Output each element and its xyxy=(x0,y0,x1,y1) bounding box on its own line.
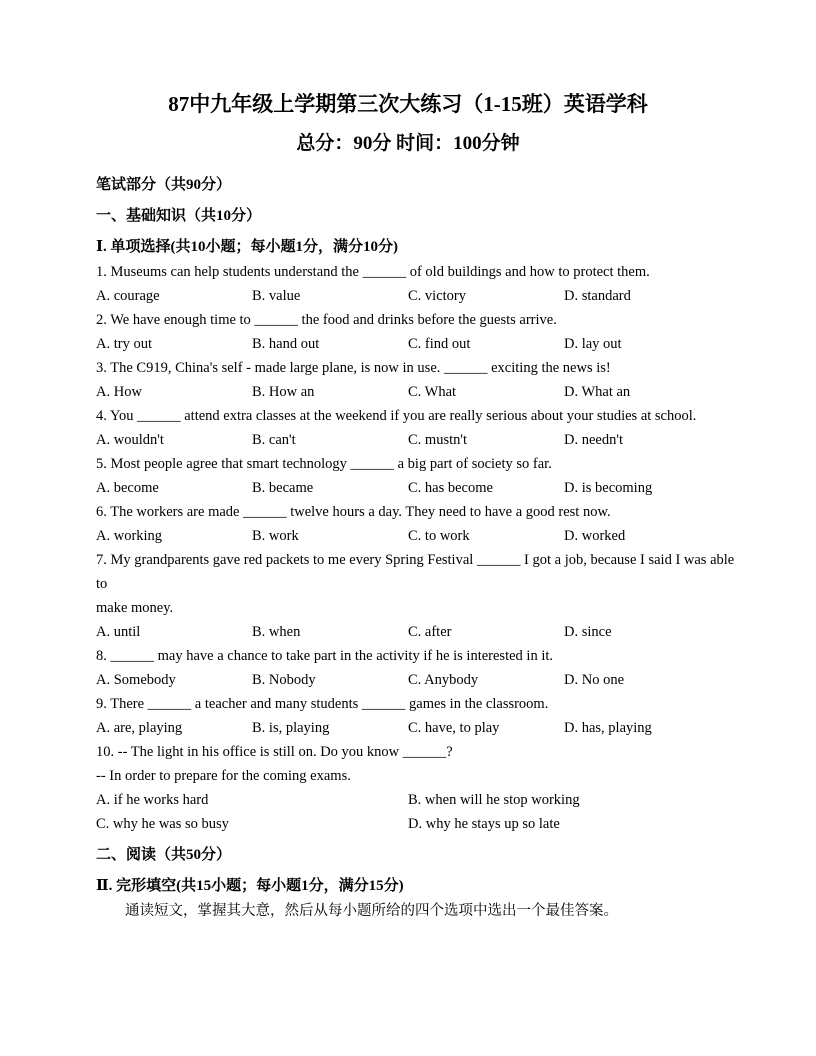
question-3 xyxy=(96,356,720,404)
option-d: D. What an xyxy=(564,384,631,400)
option-b: B. How an xyxy=(252,384,315,400)
heading-written-part: 笔试部分（共90分） xyxy=(96,177,232,193)
options-row xyxy=(96,524,720,548)
option-c: C. victory xyxy=(408,288,466,304)
option-d: D. worked xyxy=(564,528,626,544)
question-stem: 10. -- The light in his office is still on. Do you know ______? xyxy=(96,744,453,760)
option-c: C. Anybody xyxy=(408,672,479,688)
option-c: C. have, to play xyxy=(408,720,500,736)
question-5 xyxy=(96,452,720,500)
question-stem-continued: -- In order to prepare for the coming exams. xyxy=(96,768,351,784)
options-row xyxy=(96,716,720,740)
options-row xyxy=(96,284,720,308)
heading-part-1: Ⅰ. 单项选择(共10小题；每小题1分，满分10分) xyxy=(96,239,399,255)
question-2 xyxy=(96,308,720,356)
options-row xyxy=(96,476,720,500)
option-a: A. courage xyxy=(96,288,160,304)
question-stem: 1. Museums can help students understand the ______ of old buildings and how to protect them. xyxy=(96,264,650,280)
question-8 xyxy=(96,644,720,692)
page-subtitle: 总分：90分 时间：100分钟 xyxy=(296,133,520,154)
option-a: A. become xyxy=(96,480,159,496)
options-row xyxy=(96,788,720,836)
option-d: D. standard xyxy=(564,288,631,304)
question-6 xyxy=(96,500,720,548)
option-c: C. has become xyxy=(408,480,493,496)
question-7 xyxy=(96,548,735,644)
question-stem: 4. You ______ attend extra classes at the weekend if you are really serious about your studies at school. xyxy=(96,408,697,424)
option-b: B. is, playing xyxy=(252,720,330,736)
option-c: C. why he was so busy xyxy=(96,816,229,832)
option-b: B. can't xyxy=(252,432,296,448)
option-d: D. lay out xyxy=(564,336,622,352)
option-b: B. value xyxy=(252,288,301,304)
option-b: B. became xyxy=(252,480,314,496)
heading-part-2: Ⅱ. 完形填空(共15小题；每小题1分，满分15分) xyxy=(96,878,404,894)
option-b: B. Nobody xyxy=(252,672,316,688)
options-row xyxy=(96,668,720,692)
option-a: A. if he works hard xyxy=(96,792,209,808)
option-c: C. What xyxy=(408,384,457,400)
question-stem: 2. We have enough time to ______ the food and drinks before the guests arrive. xyxy=(96,312,557,328)
heading-section-2: 二、阅读（共50分） xyxy=(96,847,232,863)
option-a: A. wouldn't xyxy=(96,432,164,448)
option-d: D. is becoming xyxy=(564,480,653,496)
question-stem-continued: to xyxy=(96,576,108,592)
option-a: A. Somebody xyxy=(96,672,176,688)
question-stem: 7. My grandparents gave red packets to me every Spring Festival ______ I got a job, because I said I was able xyxy=(96,552,735,568)
option-b: B. when will he stop working xyxy=(408,792,580,808)
option-d: D. why he stays up so late xyxy=(408,816,560,832)
options-row xyxy=(96,332,720,356)
question-1 xyxy=(96,260,720,308)
option-a: A. working xyxy=(96,528,163,544)
option-c: C. mustn't xyxy=(408,432,468,448)
part-2-instructions: 通读短文，掌握其大意，然后从每小题所给的四个选项中选出一个最佳答案。 xyxy=(125,903,618,919)
option-c: C. after xyxy=(408,624,452,640)
question-stem: 3. The C919, China's self - made large plane, is now in use. ______ exciting the news is! xyxy=(96,360,611,376)
option-c: C. find out xyxy=(408,336,471,352)
option-a: A. How xyxy=(96,384,142,400)
option-d: D. since xyxy=(564,624,612,640)
option-a: A. are, playing xyxy=(96,720,183,736)
option-b: B. hand out xyxy=(252,336,320,352)
question-stem: 5. Most people agree that smart technology ______ a big part of society so far. xyxy=(96,456,552,472)
option-d: D. needn't xyxy=(564,432,623,448)
question-9 xyxy=(96,692,720,740)
options-row xyxy=(96,620,720,644)
question-4 xyxy=(96,404,720,452)
option-a: A. until xyxy=(96,624,141,640)
question-stem-continued: make money. xyxy=(96,600,174,616)
options-row xyxy=(96,428,720,452)
question-10 xyxy=(96,740,720,836)
heading-section-1: 一、基础知识（共10分） xyxy=(96,208,262,224)
question-stem: 6. The workers are made ______ twelve hours a day. They need to have a good rest now. xyxy=(96,504,611,520)
option-d: D. has, playing xyxy=(564,720,652,736)
question-stem: 8. ______ may have a chance to take part in the activity if he is interested in it. xyxy=(96,648,554,664)
question-stem: 9. There ______ a teacher and many students ______ games in the classroom. xyxy=(96,696,549,712)
option-a: A. try out xyxy=(96,336,152,352)
option-b: B. when xyxy=(252,624,301,640)
page-title: 87中九年级上学期第三次大练习（1-15班）英语学科 xyxy=(168,92,648,116)
option-d: D. No one xyxy=(564,672,625,688)
option-c: C. to work xyxy=(408,528,470,544)
options-row xyxy=(96,380,720,404)
option-b: B. work xyxy=(252,528,299,544)
